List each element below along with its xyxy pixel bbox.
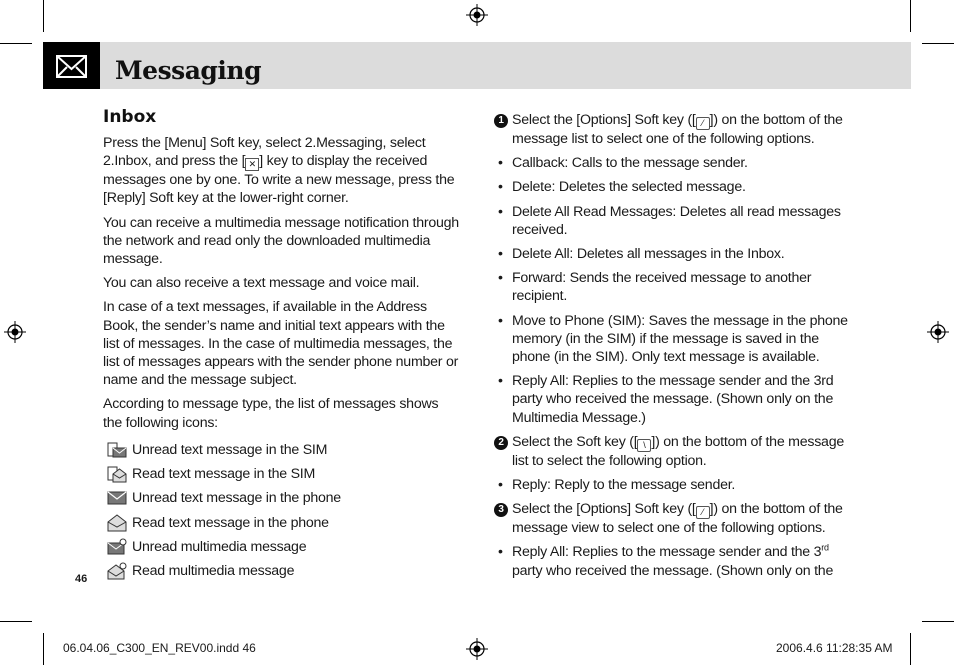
paragraph: Press the [Menu] Soft key, select 2.Messaging, select 2.Inbox, and press the [ ✕ ] key to display the received messages one by one. To write a new message, press the [Reply] Soft key at the lower-right corner. xyxy=(103,135,455,207)
paragraph: In case of a text messages, if available in the Address Book, the sender’s name and initial text appears with the list of messages. In the case of multimedia messages, the list of messages appears with the sender phone number or name and the message subject. xyxy=(103,299,459,389)
left-soft-key-icon: ⁄ xyxy=(696,506,710,519)
list-item: • Reply: Reply to the message sender. xyxy=(498,476,856,494)
list-item: Read text message in the phone xyxy=(107,511,407,535)
list-item: • Move to Phone (SIM): Saves the message in the phone memory (in the SIM) if the message is saved in the phone (in the SIM). Only text message is available. xyxy=(498,312,856,367)
registration-mark-icon xyxy=(927,321,949,343)
crop-mark xyxy=(0,43,32,44)
unread-phone-message-icon xyxy=(107,489,127,507)
ok-key-icon: ✕ xyxy=(245,158,259,171)
paragraph: You can also receive a text message and voice mail. xyxy=(103,275,420,292)
left-soft-key-icon: ⁄ xyxy=(696,117,710,130)
step-2: 2 Select the Soft key ([ \ ]) on the bottom of the message list to select the following option. xyxy=(494,433,856,470)
list-item: • Delete All: Deletes all messages in the Inbox. xyxy=(498,245,856,263)
crop-mark xyxy=(43,633,44,665)
list-item: • Reply All: Replies to the message sender and the 3rd party who received the message. (Shown only on the Multimedia Message.) xyxy=(498,372,856,427)
read-phone-message-icon xyxy=(107,514,127,532)
envelope-icon xyxy=(43,42,100,89)
list-item: • Callback: Calls to the message sender. xyxy=(498,154,856,172)
list-item: • Delete All Read Messages: Deletes all read messages received. xyxy=(498,203,856,239)
list-item: • Forward: Sends the received message to another recipient. xyxy=(498,269,856,305)
page-title: Messaging xyxy=(115,56,262,85)
message-icon-list xyxy=(107,438,407,583)
crop-mark xyxy=(910,0,911,32)
page-number: 46 xyxy=(75,573,88,585)
registration-mark-icon xyxy=(4,321,26,343)
right-soft-key-icon: \ xyxy=(637,439,651,452)
unread-sim-message-icon xyxy=(107,441,127,459)
step-number: 1 xyxy=(494,114,508,128)
registration-mark-icon xyxy=(466,638,488,660)
step-3: 3 Select the [Options] Soft key ([ ⁄ ]) on the bottom of the message view to select one of the following options. xyxy=(494,500,856,537)
file-info: 06.04.06_C300_EN_REV00.indd 46 xyxy=(63,641,256,655)
list-item: • Reply All: Replies to the message sender and the 3rd party who received the message. (Shown only on the xyxy=(498,543,856,579)
list-item: Read multimedia message xyxy=(107,559,407,583)
crop-mark xyxy=(0,621,32,622)
crop-mark xyxy=(43,0,44,32)
section-heading: Inbox xyxy=(103,107,157,127)
right-column xyxy=(494,111,856,586)
unread-multimedia-message-icon xyxy=(107,538,127,556)
list-item: Read text message in the SIM xyxy=(107,462,407,486)
paragraph: According to message type, the list of messages shows the following icons: xyxy=(103,396,439,431)
step-1: 1 Select the [Options] Soft key ([ ⁄ ]) on the bottom of the message list to select one of the following options. xyxy=(494,111,856,148)
paragraph: You can receive a multimedia message notification through the network and read only the downloaded multimedia message. xyxy=(103,214,459,268)
left-column xyxy=(103,134,459,438)
crop-mark xyxy=(910,633,911,665)
list-item: • Delete: Deletes the selected message. xyxy=(498,178,856,196)
crop-mark xyxy=(922,43,954,44)
read-multimedia-message-icon xyxy=(107,562,127,580)
crop-mark xyxy=(922,621,954,622)
list-item: Unread text message in the phone xyxy=(107,486,407,510)
step-number: 3 xyxy=(494,503,508,517)
read-sim-message-icon xyxy=(107,465,127,483)
list-item: Unread multimedia message xyxy=(107,535,407,559)
timestamp: 2006.4.6 11:28:35 AM xyxy=(776,641,893,655)
step-number: 2 xyxy=(494,436,508,450)
registration-mark-icon xyxy=(466,4,488,26)
list-item: Unread text message in the SIM xyxy=(107,438,407,462)
header-icon-box xyxy=(43,42,100,89)
